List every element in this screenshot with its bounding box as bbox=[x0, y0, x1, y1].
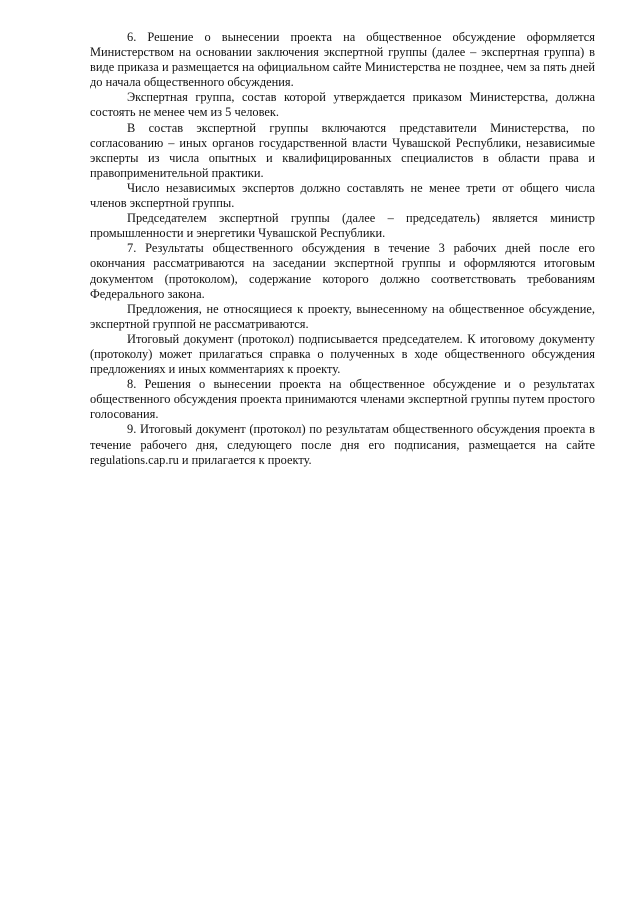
paragraph-final-document-signing: Итоговый документ (протокол) подписывается председателем. К итоговому документу (протоколу) может прилагаться справка о полученных в ходе общественного обсуждения предложениях и иных комментариях к проекту. bbox=[90, 331, 595, 377]
paragraph-item-8: 8. Решения о вынесении проекта на общественное обсуждение и о результатах общественного обсуждения проекта принимаются членами экспертной группы путем простого голосования. bbox=[90, 377, 595, 422]
paragraph-chairman: Председателем экспертной группы (далее – председатель) является министр промышленности и энергетики Чувашской Республики. bbox=[90, 211, 595, 241]
paragraph-unrelated-proposals: Предложения, не относящиеся к проекту, вынесенному на общественное обсуждение, экспертной группой не рассматриваются. bbox=[90, 301, 595, 331]
paragraph-item-7: 7. Результаты общественного обсуждения в течение 3 рабочих дней после его окончания рассматриваются на заседании экспертной группы и оформляются итоговым документом (протоколом), содержание которого должно соответствовать требованиям Федерального закона. bbox=[90, 241, 595, 301]
paragraph-independent-experts: Число независимых экспертов должно составлять не менее трети от общего числа членов экспертной группы. bbox=[90, 180, 595, 211]
paragraph-expert-group-composition: В состав экспертной группы включаются представители Министерства, по согласованию – иных органов государственной власти Чувашской Республики, независимые эксперты из числа опытных и квалифицированных специалистов в области права и правоприменительной практики. bbox=[90, 120, 595, 180]
paragraph-item-6: 6. Решение о вынесении проекта на общественное обсуждение оформляется Министерством на основании заключения экспертной группы (далее – экспертная группа) в виде приказа и размещается на официальном сайте Министерства не позднее, чем за пять дней до начала общественного обсуждения. bbox=[90, 30, 595, 90]
paragraph-expert-group-size: Экспертная группа, состав которой утверждается приказом Министерства, должна состоять не менее чем из 5 человек. bbox=[90, 90, 595, 120]
document-page bbox=[90, 30, 595, 468]
paragraph-item-9: 9. Итоговый документ (протокол) по результатам общественного обсуждения проекта в течение рабочего дня, следующего после дня его подписания, размещается на сайте regulations.cap.ru и прилагается к проекту. bbox=[90, 422, 595, 467]
